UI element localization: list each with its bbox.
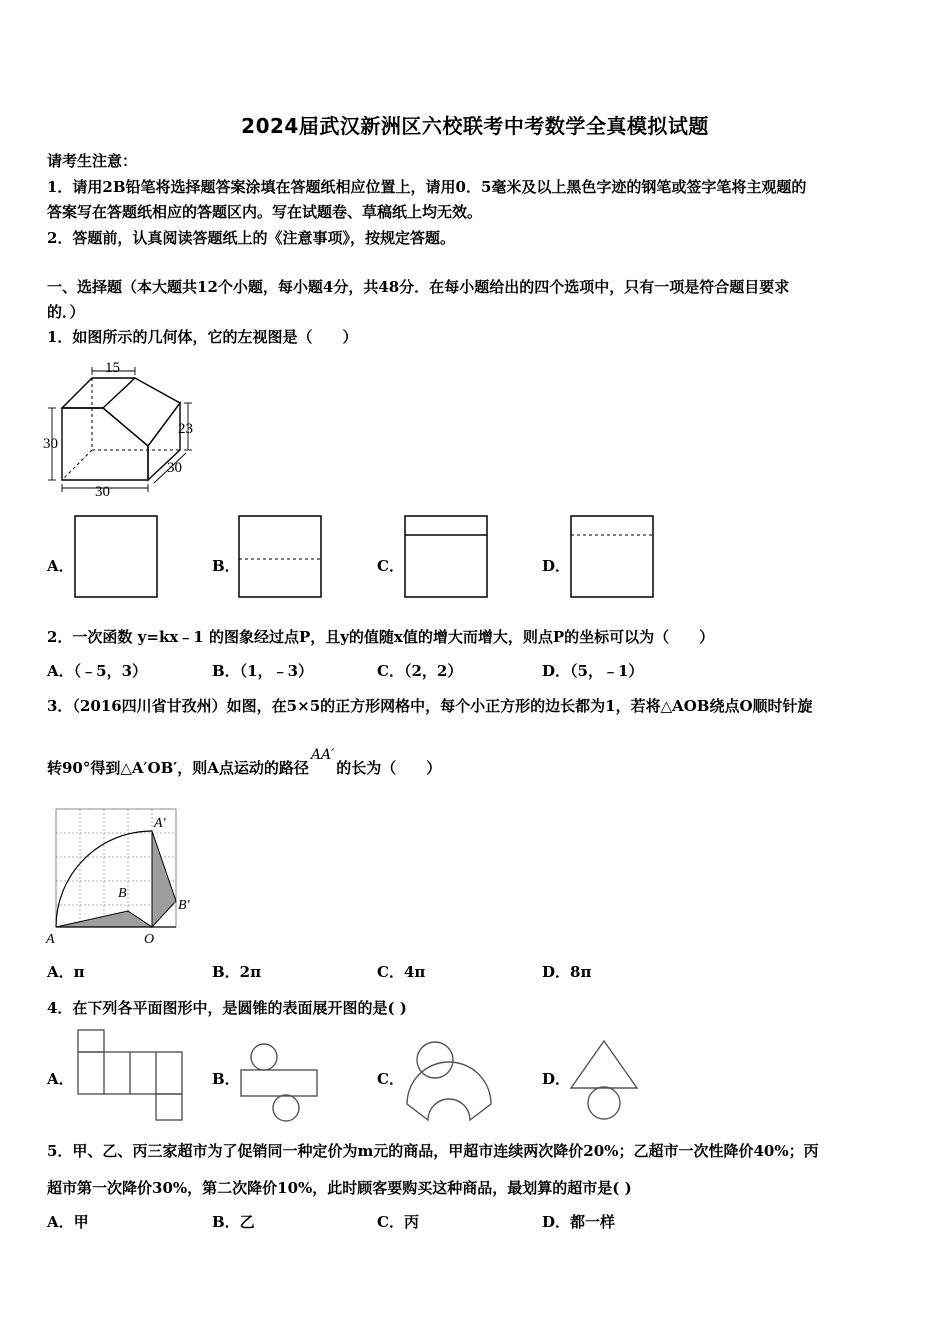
arc-aa-prime-label: AA′ [310,747,335,763]
question-3-option-a[interactable]: A．π [47,963,85,981]
question-3-option-d[interactable]: D．8π [542,963,592,981]
question-1-option-c-figure[interactable] [404,515,490,599]
question-4-option-a-net[interactable] [74,1028,186,1124]
question-1-option-d-label[interactable]: D． [542,557,571,575]
question-2-option-c[interactable]: C．（2，2） [377,662,463,680]
question-5-option-b[interactable]: B．乙 [212,1213,255,1231]
question-3-stem-part-b: 的长为（ ） [336,759,442,777]
label-o: O [144,932,155,947]
question-4-option-b-label[interactable]: B． [212,1070,240,1088]
question-3-stem-line-1: 3．（2016四川省甘孜州）如图，在5×5的正方形网格中，每个小正方形的边长都为1，若将△AOB绕点O顺时针旋 [47,697,813,715]
question-4-option-c-label[interactable]: C． [377,1070,404,1088]
notice-heading: 请考生注意： [47,152,138,170]
label-dim-bottom: 30 [95,484,110,500]
question-4-option-b-net[interactable] [238,1040,320,1124]
question-4-option-a-label[interactable]: A． [47,1070,74,1088]
label-dim-depth: 30 [167,460,182,476]
notice-item-2: 2．答题前，认真阅读答题纸上的《注意事项》，按规定答题。 [47,229,455,247]
question-2-option-d[interactable]: D．（5，﹣1） [542,662,644,680]
question-1-option-c-label[interactable]: C． [377,557,404,575]
question-3-option-c[interactable]: C．4π [377,963,426,981]
label-dim-right: 23 [178,421,193,437]
question-3-grid-figure [40,805,200,950]
question-1-option-d-figure[interactable] [570,515,656,599]
question-1-solid-figure [40,358,210,500]
label-a: A [46,932,55,947]
label-a-prime: A′ [154,816,166,831]
question-4-option-d-net[interactable] [568,1038,642,1124]
question-2-option-b[interactable]: B．（1，﹣3） [212,662,314,680]
section-heading-line-2: 的．） [47,303,85,321]
question-3-stem-line-2 [47,747,442,779]
question-1-option-b-figure[interactable] [238,515,324,599]
notice-item-1-line-2: 答案写在答题纸相应的答题区内。写在试题卷、草稿纸上均无效。 [47,203,483,221]
question-5-stem-line-1: 5．甲、乙、丙三家超市为了促销同一种定价为m元的商品，甲超市连续两次降价20%；乙超市一次性降价40%；丙 [47,1142,819,1160]
question-5-option-d[interactable]: D．都一样 [542,1213,616,1231]
label-b-prime: B′ [178,898,190,913]
question-3-option-b[interactable]: B．2π [212,963,262,981]
question-4-option-c-net[interactable] [404,1040,496,1124]
notice-item-1-line-1: 1．请用2B铅笔将选择题答案涂填在答题纸相应位置上，请用0．5毫米及以上黑色字迹的钢笔或签字笔将主观题的 [47,178,807,196]
question-5-option-a[interactable]: A．甲 [47,1213,89,1231]
question-1-option-a-label[interactable]: A． [47,557,74,575]
question-4-option-d-label[interactable]: D． [542,1070,571,1088]
section-heading-line-1: 一、选择题（本大题共12个小题，每小题4分，共48分．在每小题给出的四个选项中，只有一项是符合题目要求 [47,278,790,296]
page-title: 2024届武汉新洲区六校联考中考数学全真模拟试题 [241,114,709,138]
question-5-stem-line-2: 超市第一次降价30%，第二次降价10%，此时顾客要购买这种商品，最划算的超市是( ) [47,1179,632,1197]
question-2-stem: 2．一次函数 y=kx﹣1 的图象经过点P，且y的值随x值的增大而增大，则点P的坐标可以为（ ） [47,628,715,646]
triangle-a-prime-ob-prime [152,831,176,927]
question-1-option-a-figure[interactable] [74,515,160,599]
question-5-option-c[interactable]: C．丙 [377,1213,419,1231]
question-4-stem: 4．在下列各平面图形中，是圆锥的表面展开图的是( ) [47,999,407,1017]
question-2-option-a[interactable]: A．（﹣5，3） [47,662,148,680]
label-dim-left: 30 [43,436,58,452]
question-3-stem-part-a: 转90°得到△A′OB′，则A点运动的路径 [47,759,309,777]
label-dim-top: 15 [105,360,120,376]
label-b: B [118,886,127,901]
question-1-stem: 1．如图所示的几何体，它的左视图是（ ） [47,328,358,346]
question-1-option-b-label[interactable]: B． [212,557,240,575]
